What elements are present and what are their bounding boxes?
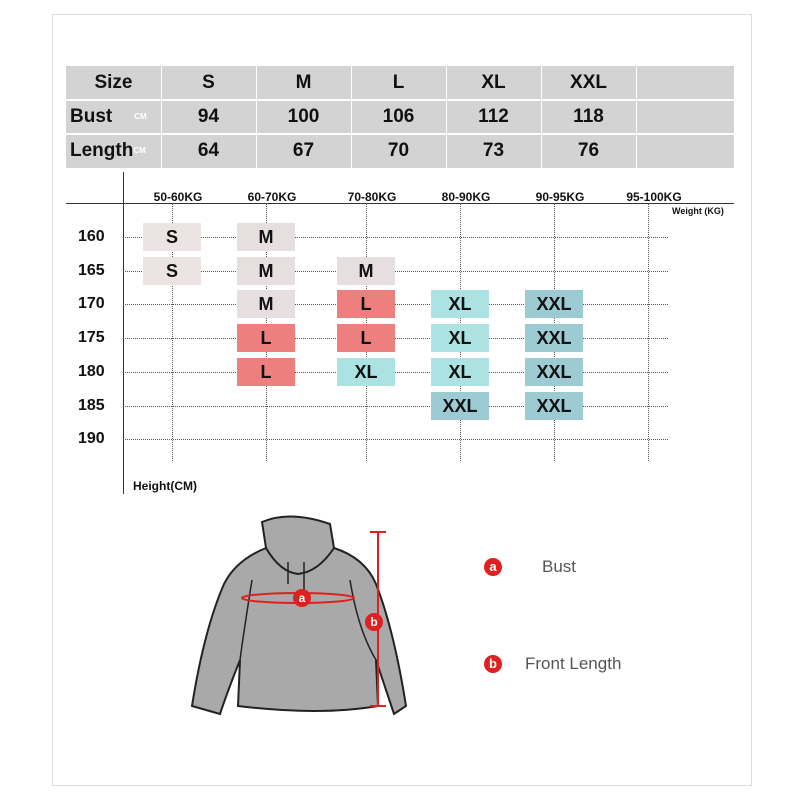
size-badge: XXL: [525, 324, 583, 352]
grid-line-horizontal: [123, 271, 668, 272]
grid-line-horizontal: [123, 304, 668, 305]
size-badge: XL: [431, 324, 489, 352]
size-badge: XXL: [525, 290, 583, 318]
bust-value-m: 100: [287, 106, 320, 127]
legend-marker-b: b: [484, 655, 502, 673]
size-badge: S: [143, 257, 201, 285]
size-col-xxl: XXL: [570, 72, 607, 93]
weight-label: 95-100KG: [626, 190, 682, 204]
size-col-m: M: [295, 72, 312, 93]
height-label: 160: [78, 228, 105, 245]
size-badge: L: [237, 358, 295, 386]
grid-line-horizontal: [123, 439, 668, 440]
size-badge: M: [237, 290, 295, 318]
length-value-xxl: 76: [577, 140, 600, 161]
bust-label-text: Bust: [70, 106, 113, 128]
bust-value-l: 106: [382, 106, 415, 127]
size-badge: M: [237, 257, 295, 285]
hoodie-icon: [180, 510, 420, 730]
length-label-text: Length: [70, 140, 134, 162]
grid-line-vertical: [648, 203, 649, 461]
grid-line-horizontal: [123, 372, 668, 373]
size-badge: XXL: [525, 358, 583, 386]
legend-marker-a: a: [484, 558, 502, 576]
height-label: 170: [78, 295, 105, 312]
legend-label-front-length: Front Length: [525, 654, 622, 673]
height-axis-label: Height(CM): [133, 479, 197, 493]
bust-value-xl: 112: [478, 106, 509, 127]
bust-value-xxl: 118: [573, 106, 604, 127]
length-value-l: 70: [387, 140, 410, 161]
height-label: 180: [78, 363, 105, 380]
bust-unit: CM: [134, 112, 147, 121]
weight-label: 60-70KG: [247, 190, 297, 204]
weight-axis-label: Weight (KG): [672, 206, 724, 216]
grid-line-horizontal: [123, 338, 668, 339]
size-col-s: S: [202, 72, 215, 93]
size-badge: M: [337, 257, 395, 285]
bust-value-s: 94: [197, 106, 220, 127]
size-badge: M: [237, 223, 295, 251]
hoodie-illustration: [180, 510, 420, 730]
length-value-m: 67: [292, 140, 315, 161]
height-label: 190: [78, 430, 105, 447]
size-badge: L: [337, 290, 395, 318]
height-axis-line: [123, 172, 124, 494]
height-label: 165: [78, 262, 105, 279]
size-badge: XXL: [431, 392, 489, 420]
size-badge: XL: [431, 358, 489, 386]
weight-label: 80-90KG: [441, 190, 491, 204]
size-badge: XXL: [525, 392, 583, 420]
svg-text:a: a: [298, 591, 306, 605]
legend-label-bust: Bust: [542, 557, 577, 576]
length-value-xl: 73: [482, 140, 505, 161]
size-badge: XL: [431, 290, 489, 318]
size-badge: S: [143, 223, 201, 251]
weight-label: 70-80KG: [347, 190, 397, 204]
grid-line-horizontal: [123, 237, 668, 238]
weight-label: 50-60KG: [153, 190, 203, 204]
grid-line-horizontal: [123, 406, 668, 407]
weight-label: 90-95KG: [535, 190, 585, 204]
svg-text:b: b: [370, 615, 378, 629]
size-col-l: L: [392, 72, 405, 93]
length-unit: CM: [133, 146, 146, 155]
height-label: 185: [78, 397, 105, 414]
size-badge: XL: [337, 358, 395, 386]
size-badge: L: [337, 324, 395, 352]
length-value-s: 64: [197, 140, 220, 161]
size-badge: L: [237, 324, 295, 352]
size-header-label: Size: [94, 72, 133, 93]
size-col-xl: XL: [481, 72, 506, 93]
height-label: 175: [78, 329, 105, 346]
